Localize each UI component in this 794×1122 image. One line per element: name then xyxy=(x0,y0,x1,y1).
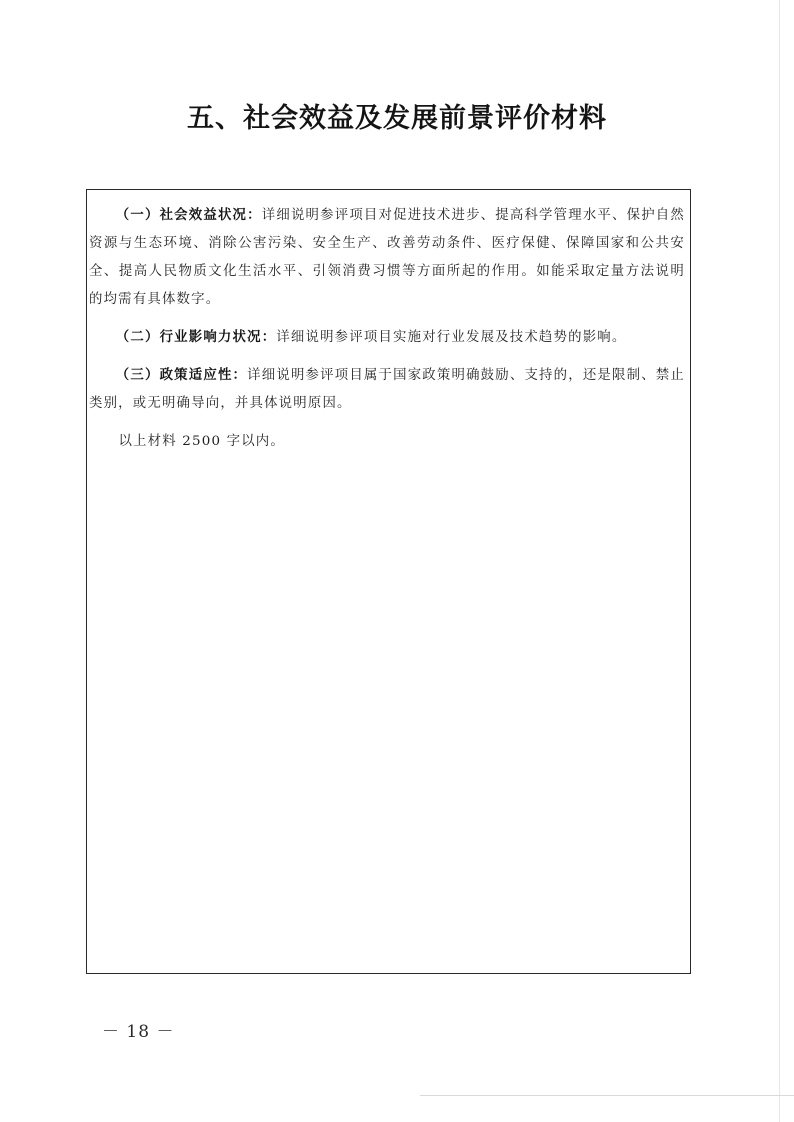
page-number: － 18 － xyxy=(102,1022,175,1042)
paragraph-label: （三）政策适应性： xyxy=(115,368,248,383)
paragraph-industry-influence xyxy=(89,324,685,352)
paragraph-social-benefit xyxy=(89,202,685,314)
form-box xyxy=(86,189,691,974)
form-content xyxy=(89,202,685,466)
paragraph-text: 详细说明参评项目实施对行业发展及技术趋势的影响。 xyxy=(276,330,627,345)
scan-edge-bottom xyxy=(420,1095,794,1096)
paragraph-policy-fit xyxy=(89,362,685,418)
paragraph-text: 详细说明参评项目属于国家政策明确鼓励、支持的，还是限制、禁止类别，或无明确导向，并具体说明原因。 xyxy=(89,368,685,411)
word-limit-note: 以上材料 2500 字以内。 xyxy=(118,434,285,449)
paragraph-label: （二）行业影响力状况： xyxy=(115,330,277,345)
paragraph-label: （一）社会效益状况： xyxy=(115,208,262,223)
scan-edge-right xyxy=(779,0,780,1122)
page-title: 五、社会效益及发展前景评价材料 xyxy=(187,103,607,134)
paragraph-text: 详细说明参评项目对促进技术进步、提高科学管理水平、保护自然资源与生态环境、消除公害污染、安全生产、改善劳动条件、医疗保健、保障国家和公共安全、提高人民物质文化生活水平、引领消费习惯等方面所起的作用。如能采取定量方法说明的均需有具体数字。 xyxy=(89,208,685,307)
